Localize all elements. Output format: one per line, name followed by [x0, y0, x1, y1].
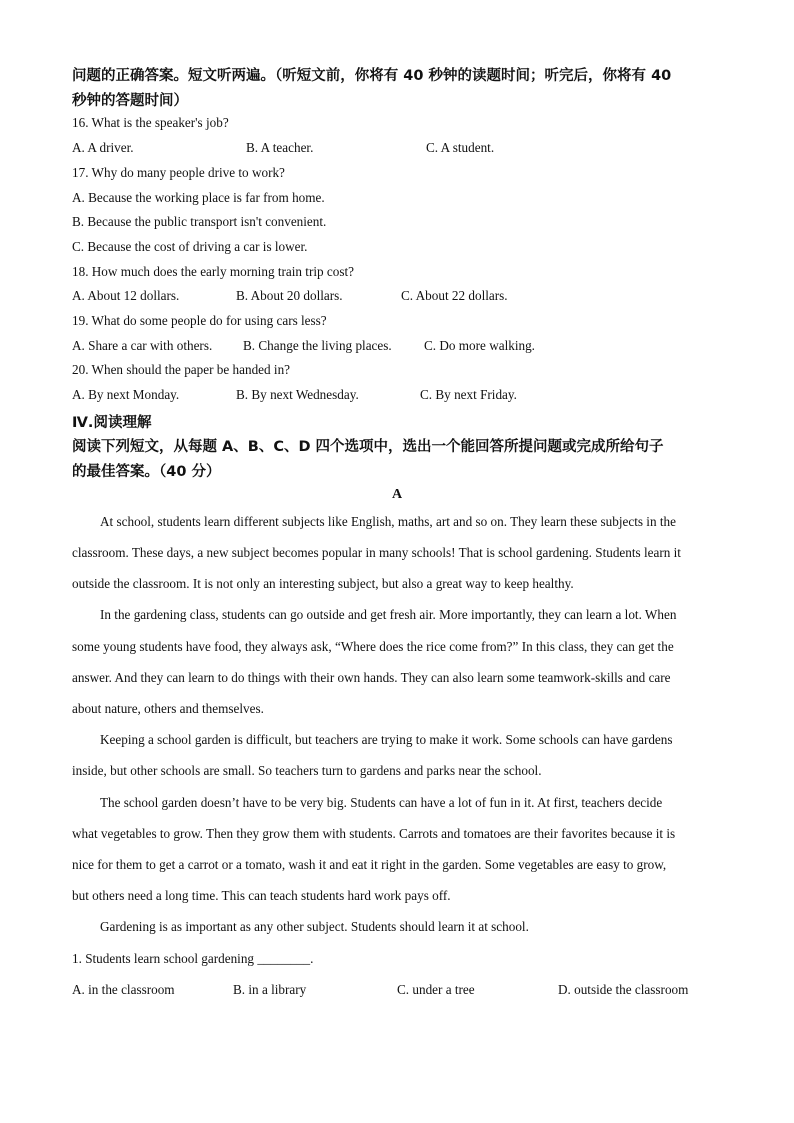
- passage-line: Gardening is as important as any other subject. Students should learn it at school.: [100, 919, 529, 934]
- question-17-stem: 17. Why do many people drive to work?: [72, 165, 285, 180]
- reading-question-1-option-b: B. in a library: [233, 982, 307, 997]
- passage-line: what vegetables to grow. Then they grow them with students. Carrots and tomatoes are their favorites because it is: [72, 826, 676, 841]
- question-20-option-b: B. By next Wednesday.: [236, 387, 359, 402]
- question-19-stem: 19. What do some people do for using cars less?: [72, 313, 327, 328]
- question-18-option-a: A. About 12 dollars.: [72, 288, 180, 303]
- question-19-option-b: B. Change the living places.: [243, 338, 392, 353]
- question-20-stem: 20. When should the paper be handed in?: [72, 362, 291, 377]
- question-16-option-b: B. A teacher.: [246, 140, 314, 155]
- reading-question-1-stem: 1. Students learn school gardening ________.: [72, 951, 314, 966]
- passage-line: At school, students learn different subjects like English, maths, art and so on. They learn these subjects in the: [100, 514, 676, 529]
- passage-line: In the gardening class, students can go outside and get fresh air. More importantly, they can learn a lot. When: [100, 607, 677, 622]
- reading-question-1-option-d: D. outside the classroom: [558, 982, 689, 997]
- reading-instruction-line-1: 阅读下列短文，从每题 A、B、C、D 四个选项中，选出一个能回答所提问题或完成所给句子: [72, 439, 664, 455]
- question-19-option-c: C. Do more walking.: [424, 338, 535, 353]
- reading-section-heading: Ⅳ.阅读理解: [72, 415, 152, 431]
- passage-label: A: [391, 487, 403, 502]
- question-17-option-c: C. Because the cost of driving a car is lower.: [72, 239, 308, 254]
- question-18-option-b: B. About 20 dollars.: [236, 288, 343, 303]
- reading-question-1-option-a: A. in the classroom: [72, 982, 175, 997]
- listening-instruction-line-2: 秒钟的答题时间）: [72, 93, 188, 109]
- question-16-option-c: C. A student.: [426, 140, 495, 155]
- reading-question-1-option-c: C. under a tree: [397, 982, 475, 997]
- question-17-option-b: B. Because the public transport isn't convenient.: [72, 214, 327, 229]
- question-16-stem: 16. What is the speaker's job?: [72, 115, 229, 130]
- passage-line: inside, but other schools are small. So teachers turn to gardens and parks near the school.: [72, 763, 542, 778]
- passage-line: outside the classroom. It is not only an interesting subject, but also a great way to keep healthy.: [72, 576, 574, 591]
- question-18-stem: 18. How much does the early morning train trip cost?: [72, 264, 354, 279]
- passage-line: The school garden doesn’t have to be very big. Students can have a lot of fun in it. At first, teachers decide: [100, 795, 663, 810]
- listening-instruction-line-1: 问题的正确答案。短文听两遍。（听短文前，你将有 40 秒钟的读题时间；听完后，你将有 40: [72, 68, 672, 84]
- passage-line: answer. And they can learn to do things with their own hands. They can also learn some teamwork-skills and care: [72, 670, 671, 685]
- passage-line: some young students have food, they always ask, “Where does the rice come from?” In this class, they can get the: [72, 639, 674, 654]
- question-18-option-c: C. About 22 dollars.: [401, 288, 508, 303]
- passage-line: but others need a long time. This can teach students hard work pays off.: [72, 888, 451, 903]
- question-16-option-a: A. A driver.: [72, 140, 134, 155]
- question-19-option-a: A. Share a car with others.: [72, 338, 213, 353]
- reading-instruction-line-2: 的最佳答案。（40 分）: [72, 464, 221, 480]
- passage-line: about nature, others and themselves.: [72, 701, 264, 716]
- question-20-option-a: A. By next Monday.: [72, 387, 180, 402]
- passage-line: nice for them to get a carrot or a tomato, wash it and eat it right in the garden. Some vegetables are easy to grow,: [72, 857, 667, 872]
- passage-line: classroom. These days, a new subject becomes popular in many schools! That is school gardening. Students learn it: [72, 545, 681, 560]
- passage-line: Keeping a school garden is difficult, but teachers are trying to make it work. Some schools can have gardens: [100, 732, 673, 747]
- question-20-option-c: C. By next Friday.: [420, 387, 517, 402]
- question-17-option-a: A. Because the working place is far from home.: [72, 190, 325, 205]
